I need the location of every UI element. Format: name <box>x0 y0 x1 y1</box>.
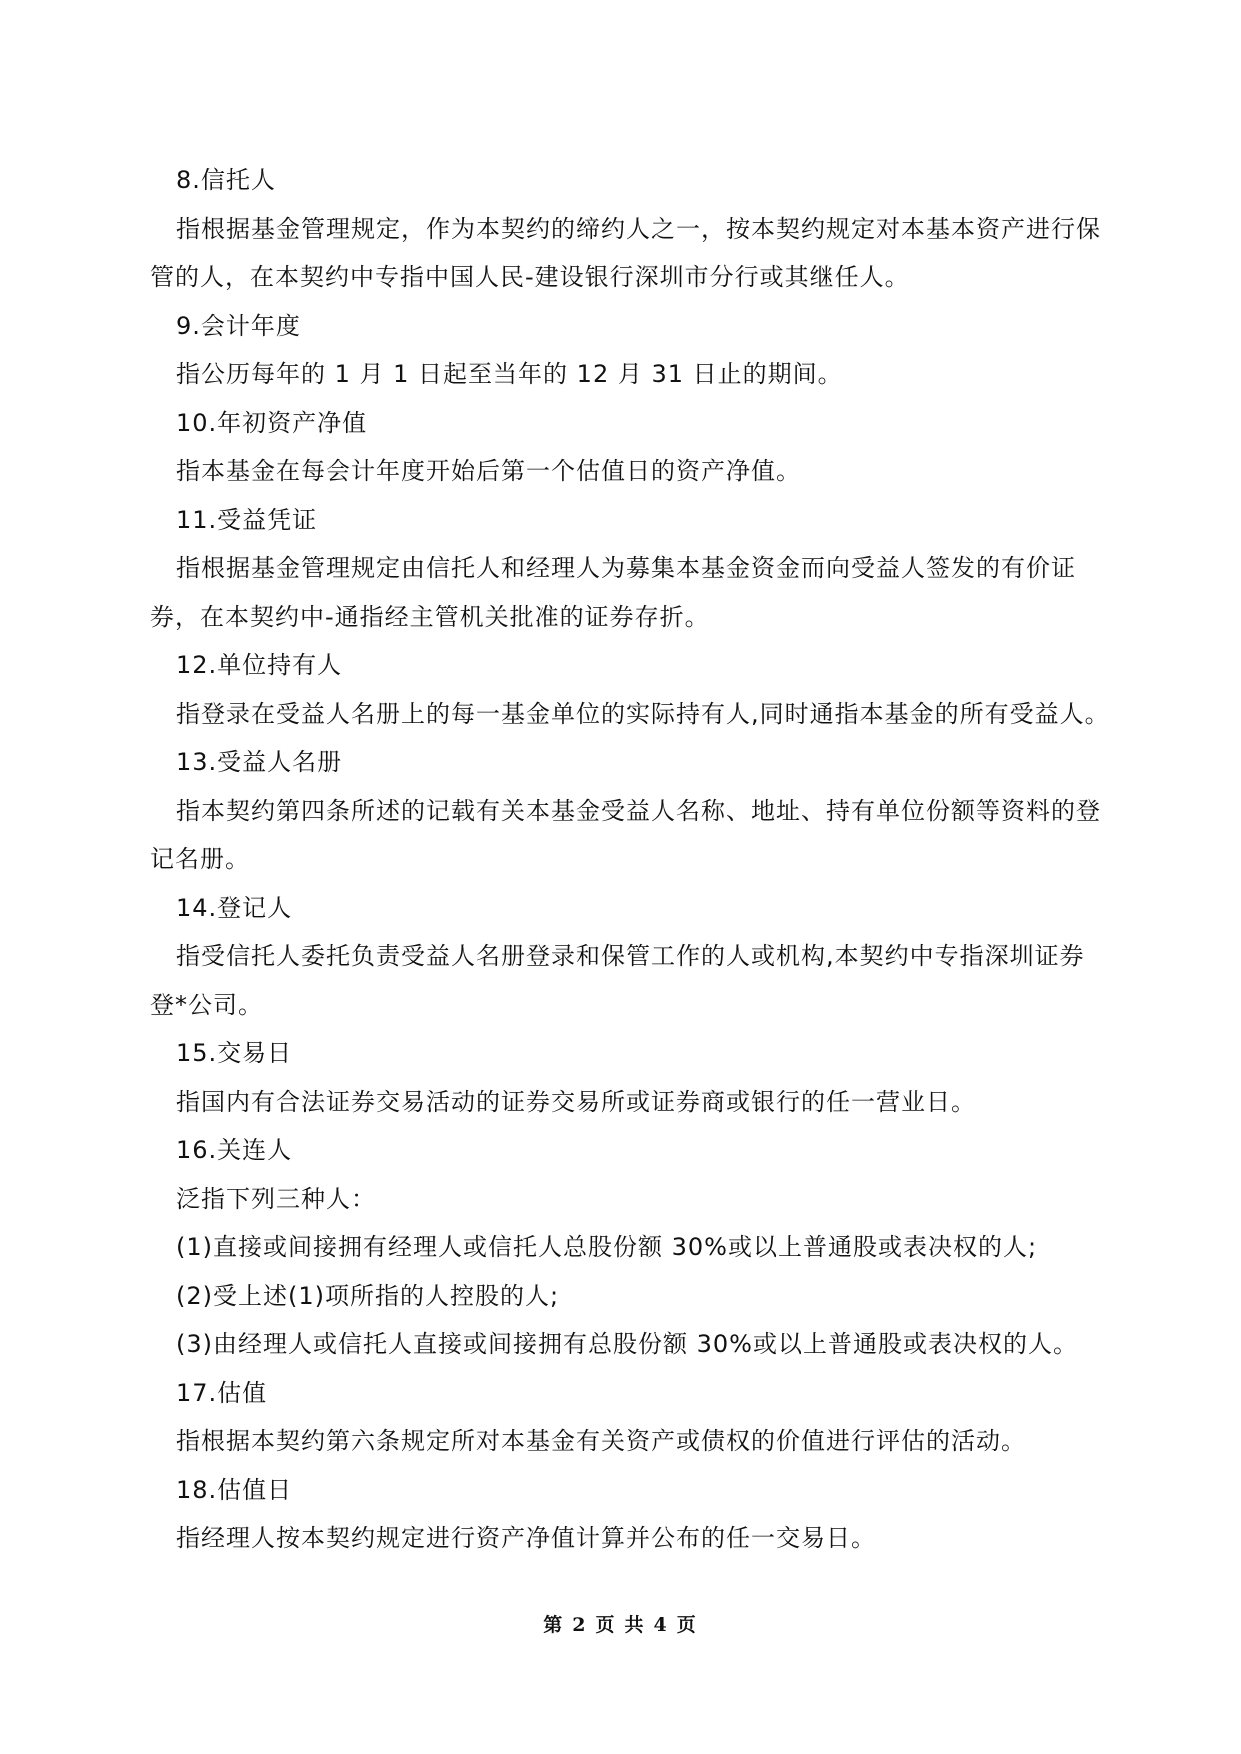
definition-text-continued: 管的人，在本契约中专指中国人民-建设银行深圳市分行或其继任人。 <box>150 263 910 291</box>
definition-heading: 9.会计年度 <box>176 311 301 340</box>
definition-text: 指公历每年的 1 月 1 日起至当年的 12 月 31 日止的期间。 <box>176 360 843 388</box>
definition-text: 泛指下列三种人： <box>176 1184 376 1213</box>
definition-text: 指根据基金管理规定，作为本契约的缔约人之一，按本契约规定对本基本资产进行保 <box>176 214 1101 243</box>
definition-text: 指本基金在每会计年度开始后第一个估值日的资产净值。 <box>176 457 801 485</box>
definition-text: 指经理人按本契约规定进行资产净值计算并公布的任一交易日。 <box>176 1524 876 1552</box>
definition-heading: 13.受益人名册 <box>176 748 343 776</box>
list-item: (3)由经理人或信托人直接或间接拥有总股份额 30%或以上普通股或表决权的人。 <box>176 1330 1078 1358</box>
definition-text: 指登录在受益人名册上的每一基金单位的实际持有人,同时通指本基金的所有受益人。 <box>176 699 1110 728</box>
definition-text: 指国内有合法证券交易活动的证券交易所或证券商或银行的任一营业日。 <box>176 1087 976 1116</box>
definition-heading: 11.受益凭证 <box>176 505 318 534</box>
footer-total-word: 共 <box>624 1614 646 1636</box>
definition-heading: 8.信托人 <box>176 166 276 194</box>
footer-page-word: 页 <box>595 1614 617 1636</box>
list-item: (2)受上述(1)项所指的人控股的人; <box>176 1281 560 1310</box>
definition-text-continued: 券，在本契约中-通指经主管机关批准的证券存折。 <box>150 602 710 631</box>
definition-text-continued: 登*公司。 <box>150 990 263 1019</box>
page-footer <box>0 1610 1241 1637</box>
list-item: (1)直接或间接拥有经理人或信托人总股份额 30%或以上普通股或表决权的人; <box>176 1233 1038 1261</box>
definition-text: 指根据基金管理规定由信托人和经理人为募集本基金资金而向受益人签发的有价证 <box>176 554 1076 582</box>
document-body <box>150 156 1110 1563</box>
total-page-number: 4 <box>653 1614 669 1636</box>
definition-heading: 17.估值 <box>176 1378 268 1407</box>
definition-text: 指受信托人委托负责受益人名册登录和保管工作的人或机构,本契约中专指深圳证券 <box>176 942 1085 970</box>
definition-text: 指根据本契约第六条规定所对本基金有关资产或债权的价值进行评估的活动。 <box>176 1427 1026 1455</box>
definition-heading: 18.估值日 <box>176 1475 293 1504</box>
definition-heading: 16.关连人 <box>176 1136 293 1164</box>
definition-heading: 15.交易日 <box>176 1039 293 1067</box>
definition-heading: 10.年初资产净值 <box>176 408 368 437</box>
current-page-number: 2 <box>572 1614 588 1636</box>
footer-prefix: 第 <box>543 1614 565 1636</box>
definition-heading: 14.登记人 <box>176 893 293 922</box>
definition-heading: 12.单位持有人 <box>176 651 343 679</box>
definition-text: 指本契约第四条所述的记载有关本基金受益人名称、地址、持有单位份额等资料的登 <box>176 796 1101 825</box>
footer-suffix: 页 <box>676 1614 698 1636</box>
definition-text-continued: 记名册。 <box>150 845 250 873</box>
